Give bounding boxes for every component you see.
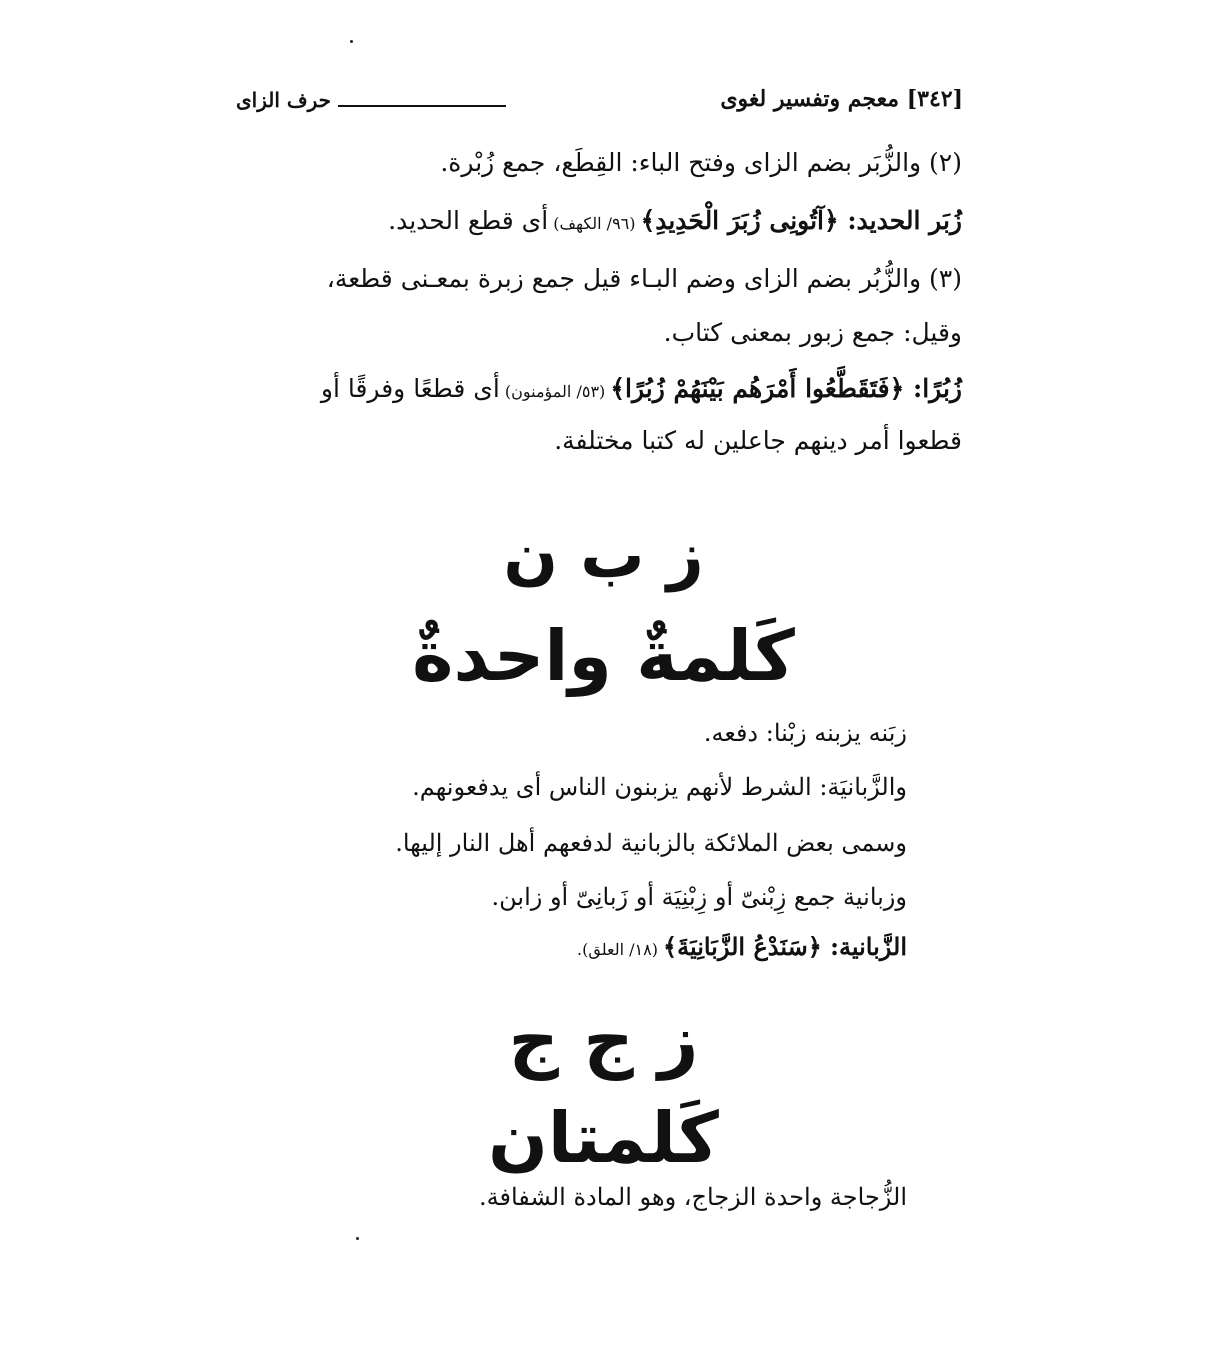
root-letters-heading: ز ب ن: [503, 519, 704, 593]
entry-line: (٣) والزُّبُر بضم الزاى وضم البـاء قيل جمع زبرة بمعـنى قطعة،: [326, 264, 962, 293]
header-rule: [338, 105, 506, 107]
entry-line: الزُّجاجة واحدة الزجاج، وهو المادة الشفافة.: [479, 1183, 907, 1211]
entry-line: وقيل: جمع زبور بمعنى كتاب.: [663, 318, 962, 347]
entry-line: (٢) والزُّبَر بضم الزاى وفتح الباء: القِطَع، جمع زُبْرة.: [440, 148, 962, 177]
entry-line: زبَنه يزبنه زبْنا: دفعه.: [703, 719, 907, 747]
quran-quote: ﴿سَنَدْعُ الزَّبَانِيَةَ﴾: [663, 932, 822, 961]
scan-speck: [350, 40, 353, 43]
word-count-heading: كَلمتان: [488, 1097, 719, 1179]
entry-definition: أى قطعًا وفرقًا أو: [320, 374, 500, 403]
entry-line: قطعوا أمر دينهم جاعلين له كتبا مختلفة.: [554, 426, 962, 455]
entry-headword: زُبُرًا:: [904, 374, 962, 403]
entry-line: وزبانية جمع زِبْنىّ أو زِبْنِيَة أو زَبانِىّ أو زابن.: [491, 883, 907, 911]
quran-reference: (٥٣/ المؤمنون): [499, 382, 611, 401]
scan-speck: [356, 1237, 359, 1240]
quran-quote: ﴿آتُونِى زُبَرَ الْحَدِيدِ﴾: [640, 206, 839, 235]
entry-line: [321, 372, 962, 409]
entry-line: وسمى بعض الملائكة بالزبانية لدفعهم أهل النار إليها.: [395, 829, 907, 857]
quran-reference: (١٨/ العلق).: [577, 940, 664, 959]
running-header: [228, 86, 963, 126]
entry-headword: زُبَر الحديد:: [838, 206, 962, 235]
page-number-title: [٣٤٢] معجم وتفسير لغوى: [720, 86, 963, 112]
word-count-heading: كَلمةٌ واحدةٌ: [412, 615, 795, 697]
root-letters-heading: ز ج ج: [508, 999, 699, 1081]
quran-quote: ﴿فَتَقَطَّعُوا أَمْرَهُم بَيْنَهُمْ زُبُرًا﴾: [610, 374, 905, 403]
entry-line: [577, 930, 907, 967]
entry-line: [388, 204, 962, 241]
section-title: حرف الزاى: [236, 88, 331, 112]
quran-reference: (٩٦/ الكهف): [548, 214, 641, 233]
entry-definition: أى قطع الحديد.: [388, 206, 549, 235]
entry-headword: الزَّبانية:: [821, 932, 907, 961]
entry-line: والزَّبانيَة: الشرط لأنهم يزبنون الناس أى يدفعونهم.: [412, 773, 907, 801]
